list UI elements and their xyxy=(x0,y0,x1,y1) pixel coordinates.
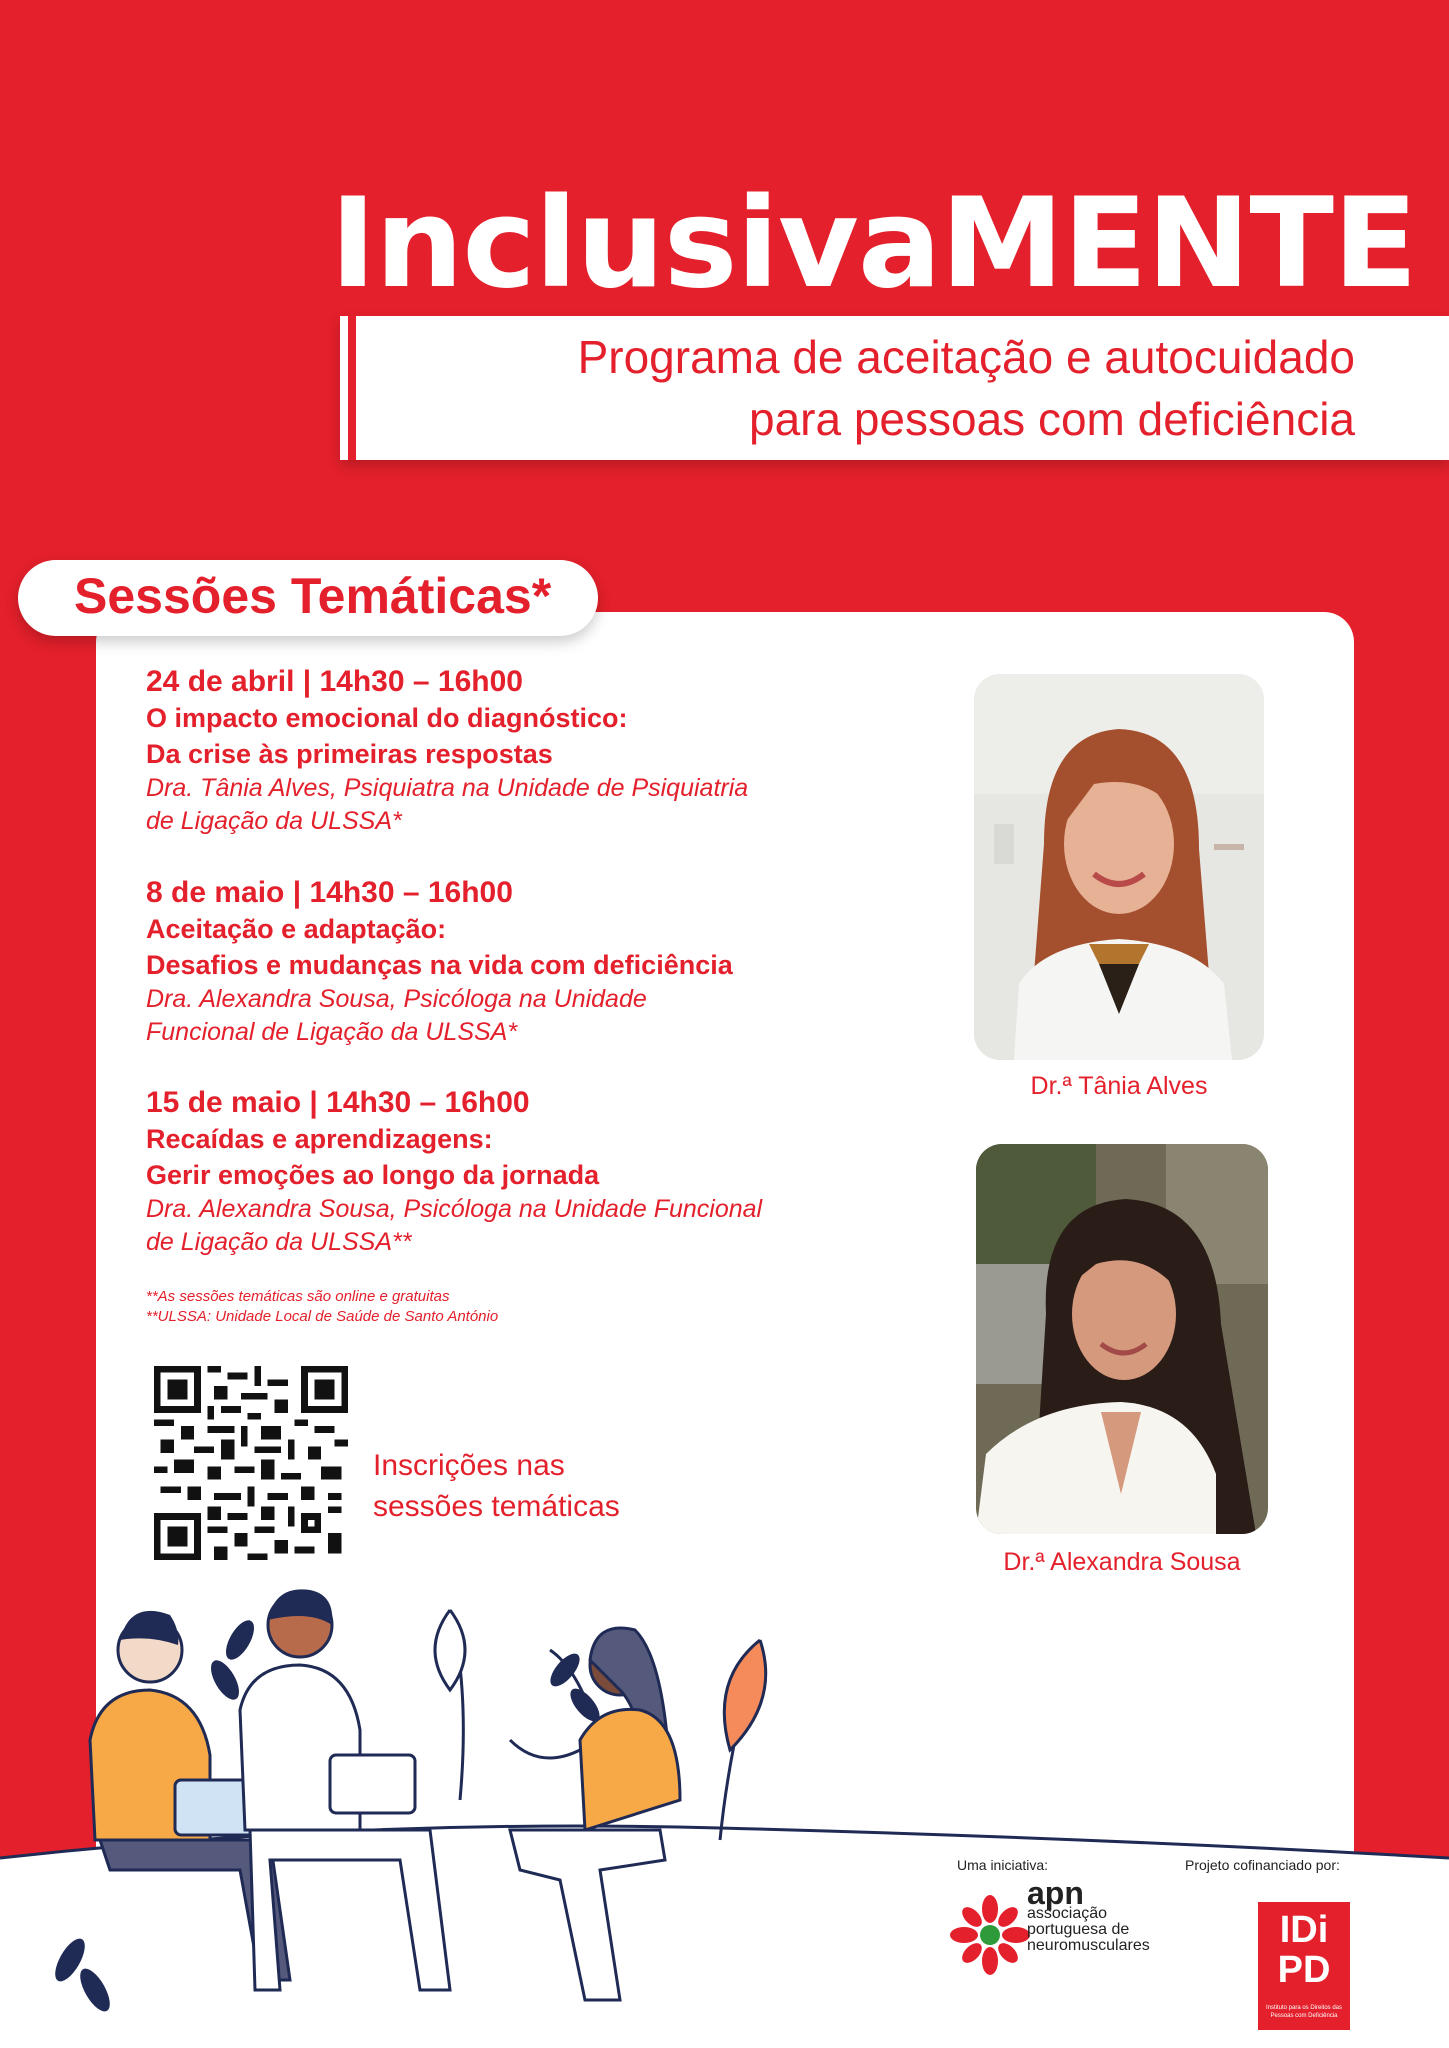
session-item xyxy=(146,875,826,1049)
apn-flower-logo-icon xyxy=(950,1895,1030,1975)
session-date: 24 de abril | 14h30 – 16h00 xyxy=(146,665,523,698)
idipd-logo-row: IDi xyxy=(1279,1909,1329,1951)
idipd-logo-caption xyxy=(1258,2004,1350,2020)
session-date: 15 de maio | 14h30 – 16h00 xyxy=(146,1086,530,1119)
session-item xyxy=(146,664,826,838)
sessions-heading: Sessões Temáticas* xyxy=(74,568,552,624)
session-speaker-line: de Ligação da ULSSA** xyxy=(146,1228,412,1256)
apn-logo-line: associação xyxy=(1027,1905,1108,1922)
poster-subtitle xyxy=(380,326,1355,450)
idipd-caption-line: Instituto para os Direitos das xyxy=(1265,2005,1343,2011)
session-speaker-line: de Ligação da ULSSA* xyxy=(146,807,402,835)
session-date: 8 de maio | 14h30 – 16h00 xyxy=(146,876,513,909)
footnote-line: **ULSSA: Unidade Local de Saúde de Santo António xyxy=(146,1308,499,1325)
session-speaker-line: Dra. Alexandra Sousa, Psicóloga na Unidade Funcional xyxy=(146,1195,763,1223)
session-speaker-line: Dra. Tânia Alves, Psiquiatra na Unidade de Psiquiatria xyxy=(146,774,749,802)
footnotes xyxy=(146,1287,498,1327)
footnote-line: **As sessões temáticas são online e gratuitas xyxy=(146,1288,450,1305)
session-item xyxy=(146,1085,826,1259)
session-title-line: Da crise às primeiras respostas xyxy=(146,739,553,769)
session-title-line: O impacto emocional do diagnóstico: xyxy=(146,703,628,733)
registration-line: Inscrições nas xyxy=(373,1449,565,1482)
apn-logo-line: neuromusculares xyxy=(1027,1937,1150,1954)
apn-logo-text xyxy=(1027,1906,1150,1954)
idipd-logo xyxy=(1258,1902,1350,2030)
registration-label xyxy=(373,1445,620,1527)
session-title-line: Recaídas e aprendizagens: xyxy=(146,1124,493,1154)
apn-logo-wordmark: apn xyxy=(1027,1875,1084,1911)
session-speaker-line: Dra. Alexandra Sousa, Psicóloga na Unidade xyxy=(146,985,647,1013)
cofinanced-label: Projeto cofinanciado por: xyxy=(1185,1857,1340,1873)
speaker-portrait-illustration xyxy=(976,1144,1268,1534)
speaker-caption: Dr.ª Alexandra Sousa xyxy=(1003,1548,1241,1576)
session-speaker-line: Funcional de Ligação da ULSSA* xyxy=(146,1018,518,1046)
speaker-portrait-illustration xyxy=(974,674,1264,1060)
speaker-photo-alexandra xyxy=(976,1144,1268,1534)
speaker-photo-tania xyxy=(974,674,1264,1060)
subtitle-line-2: para pessoas com deficiência xyxy=(749,393,1355,445)
initiative-label: Uma iniciativa: xyxy=(957,1857,1049,1873)
subtitle-line-1: Programa de aceitação e autocuidado xyxy=(577,331,1355,383)
idipd-caption-line: Pessoas com Deficiência xyxy=(1270,2013,1338,2019)
idipd-logo-row: PD xyxy=(1277,1949,1331,1991)
session-title-line: Gerir emoções ao longo da jornada xyxy=(146,1160,600,1190)
apn-logo-line: portuguesa de xyxy=(1027,1921,1130,1938)
registration-qr-code[interactable] xyxy=(154,1366,348,1560)
session-title-line: Desafios e mudanças na vida com deficiência xyxy=(146,950,733,980)
subtitle-accent-bar xyxy=(348,316,356,460)
speaker-caption: Dr.ª Tânia Alves xyxy=(1030,1072,1208,1100)
registration-line: sessões temáticas xyxy=(373,1490,620,1523)
session-title-line: Aceitação e adaptação: xyxy=(146,914,447,944)
poster-title: InclusivaMENTE xyxy=(330,172,1417,316)
people-illustration xyxy=(40,1540,780,2040)
